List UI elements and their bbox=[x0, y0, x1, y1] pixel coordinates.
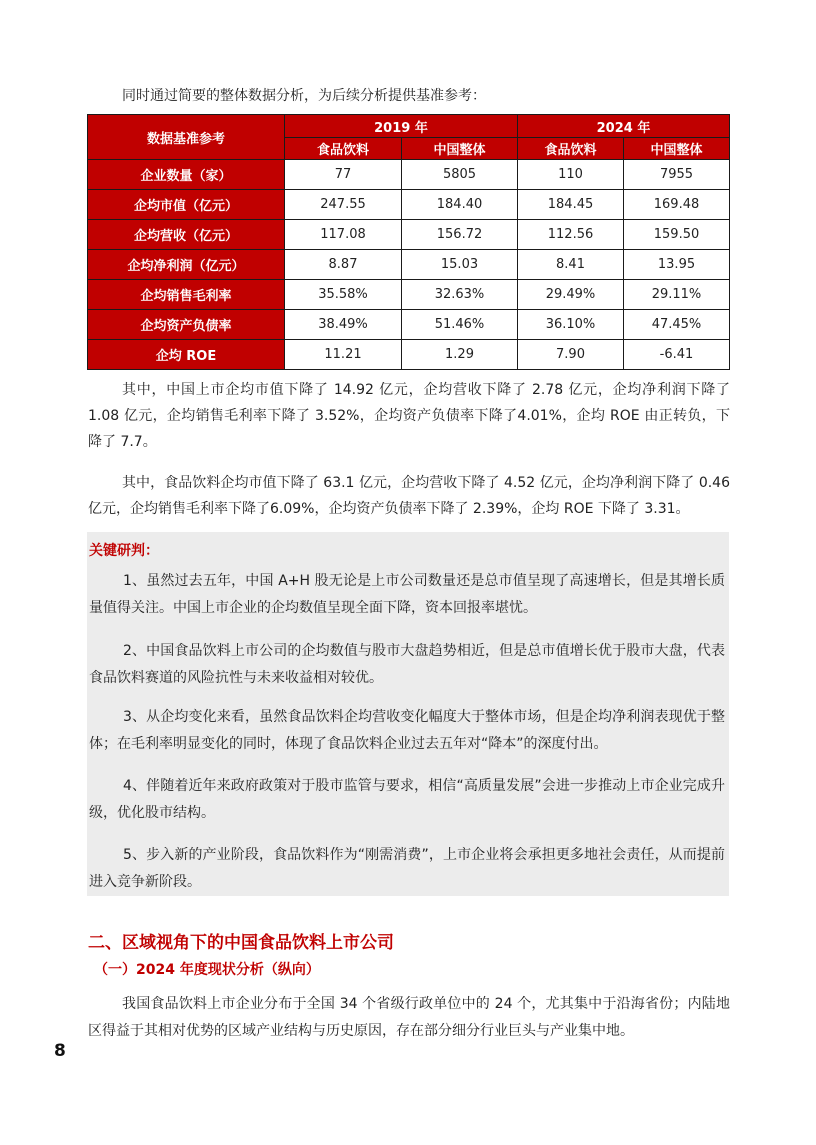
row-label: 企均市值（亿元） bbox=[88, 190, 285, 220]
row-label: 企均销售毛利率 bbox=[88, 280, 285, 310]
table-cell: 47.45% bbox=[624, 310, 730, 340]
row-label: 企均 ROE bbox=[88, 340, 285, 370]
table-cell: 159.50 bbox=[624, 220, 730, 250]
column-header: 食品饮料 bbox=[285, 138, 402, 160]
analysis-paragraph-china: 其中，中国上市企均市值下降了 14.92 亿元，企均营收下降了 2.78 亿元，企均净利润下降了 1.08 亿元，企均销售毛利率下降了 3.52%，企均资产负债率下降了4.01%，企均 ROE 由正转负，下降了 7.7。 bbox=[88, 382, 730, 450]
table-cell: 35.58% bbox=[285, 280, 402, 310]
row-label: 企均营收（亿元） bbox=[88, 220, 285, 250]
table-cell: 5805 bbox=[402, 160, 518, 190]
row-label: 企均净利润（亿元） bbox=[88, 250, 285, 280]
table-row bbox=[88, 190, 730, 220]
table-cell: 8.87 bbox=[285, 250, 402, 280]
column-header: 中国整体 bbox=[624, 138, 730, 160]
intro-text: 同时通过简要的整体数据分析，为后续分析提供基准参考： bbox=[122, 88, 486, 104]
table-cell: -6.41 bbox=[624, 340, 730, 370]
page-number: 8 bbox=[54, 1041, 66, 1061]
table-cell: 15.03 bbox=[402, 250, 518, 280]
table-cell: 112.56 bbox=[518, 220, 624, 250]
table-row bbox=[88, 340, 730, 370]
table-row bbox=[88, 220, 730, 250]
table-cell: 184.40 bbox=[402, 190, 518, 220]
analysis-paragraph-food: 其中，食品饮料企均市值下降了 63.1 亿元，企均营收下降了 4.52 亿元，企均净利润下降了 0.46 亿元，企均销售毛利率下降了6.09%，企均资产负债率下降了 2.39%，企均 ROE 下降了 3.31。 bbox=[88, 475, 730, 517]
table-row bbox=[88, 280, 730, 310]
table-row bbox=[88, 250, 730, 280]
table-cell: 184.45 bbox=[518, 190, 624, 220]
table-cell: 32.63% bbox=[402, 280, 518, 310]
benchmark-table bbox=[87, 114, 730, 370]
table-cell: 156.72 bbox=[402, 220, 518, 250]
table-cell: 110 bbox=[518, 160, 624, 190]
table-row bbox=[88, 160, 730, 190]
key-judgement-item: 2、中国食品饮料上市公司的企均数值与股市大盘趋势相近，但是总市值增长优于股市大盘，代表食品饮料赛道的风险抗性与未来收益相对较优。 bbox=[89, 643, 725, 686]
year-header: 2019 年 bbox=[285, 115, 518, 138]
key-judgement-item: 4、伴随着近年来政府政策对于股市监管与要求，相信“高质量发展”会进一步推动上市企业完成升级，优化股市结构。 bbox=[89, 778, 725, 821]
table-cell: 77 bbox=[285, 160, 402, 190]
table-cell: 11.21 bbox=[285, 340, 402, 370]
year-header: 2024 年 bbox=[518, 115, 730, 138]
table-cell: 247.55 bbox=[285, 190, 402, 220]
table-cell: 169.48 bbox=[624, 190, 730, 220]
key-judgement-box bbox=[87, 532, 729, 896]
table-cell: 1.29 bbox=[402, 340, 518, 370]
table-row bbox=[88, 310, 730, 340]
key-judgement-item: 3、从企均变化来看，虽然食品饮料企均营收变化幅度大于整体市场，但是企均净利润表现优于整体；在毛利率明显变化的同时，体现了食品饮料企业过去五年对“降本”的深度付出。 bbox=[89, 709, 725, 752]
regional-paragraph: 我国食品饮料上市企业分布于全国 34 个省级行政单位中的 24 个，尤其集中于沿海省份；内陆地区得益于其相对优势的区域产业结构与历史原因，存在部分细分行业巨头与产业集中地。 bbox=[88, 996, 730, 1039]
table-cell: 7955 bbox=[624, 160, 730, 190]
table-cell: 13.95 bbox=[624, 250, 730, 280]
column-header: 中国整体 bbox=[402, 138, 518, 160]
key-judgement-item: 1、虽然过去五年，中国 A+H 股无论是上市公司数量还是总市值呈现了高速增长，但是其增长质量值得关注。中国上市企业的企均数值呈现全面下降，资本回报率堪忧。 bbox=[89, 573, 725, 616]
row-label: 企均资产负债率 bbox=[88, 310, 285, 340]
key-judgement-item: 5、步入新的产业阶段，食品饮料作为“刚需消费”，上市企业将会承担更多地社会责任，从而提前进入竞争新阶段。 bbox=[89, 847, 725, 890]
subsection-heading: （一）2024 年度现状分析（纵向） bbox=[94, 962, 320, 978]
column-header: 食品饮料 bbox=[518, 138, 624, 160]
table-cell: 7.90 bbox=[518, 340, 624, 370]
table-cell: 8.41 bbox=[518, 250, 624, 280]
table-cell: 117.08 bbox=[285, 220, 402, 250]
table-cell: 29.49% bbox=[518, 280, 624, 310]
table-cell: 38.49% bbox=[285, 310, 402, 340]
table-cell: 51.46% bbox=[402, 310, 518, 340]
row-label: 企业数量（家） bbox=[88, 160, 285, 190]
table-cell: 29.11% bbox=[624, 280, 730, 310]
section-heading: 二、区域视角下的中国食品饮料上市公司 bbox=[88, 933, 394, 953]
table-corner-header: 数据基准参考 bbox=[88, 115, 285, 160]
key-judgement-title: 关键研判： bbox=[89, 543, 159, 559]
table-cell: 36.10% bbox=[518, 310, 624, 340]
